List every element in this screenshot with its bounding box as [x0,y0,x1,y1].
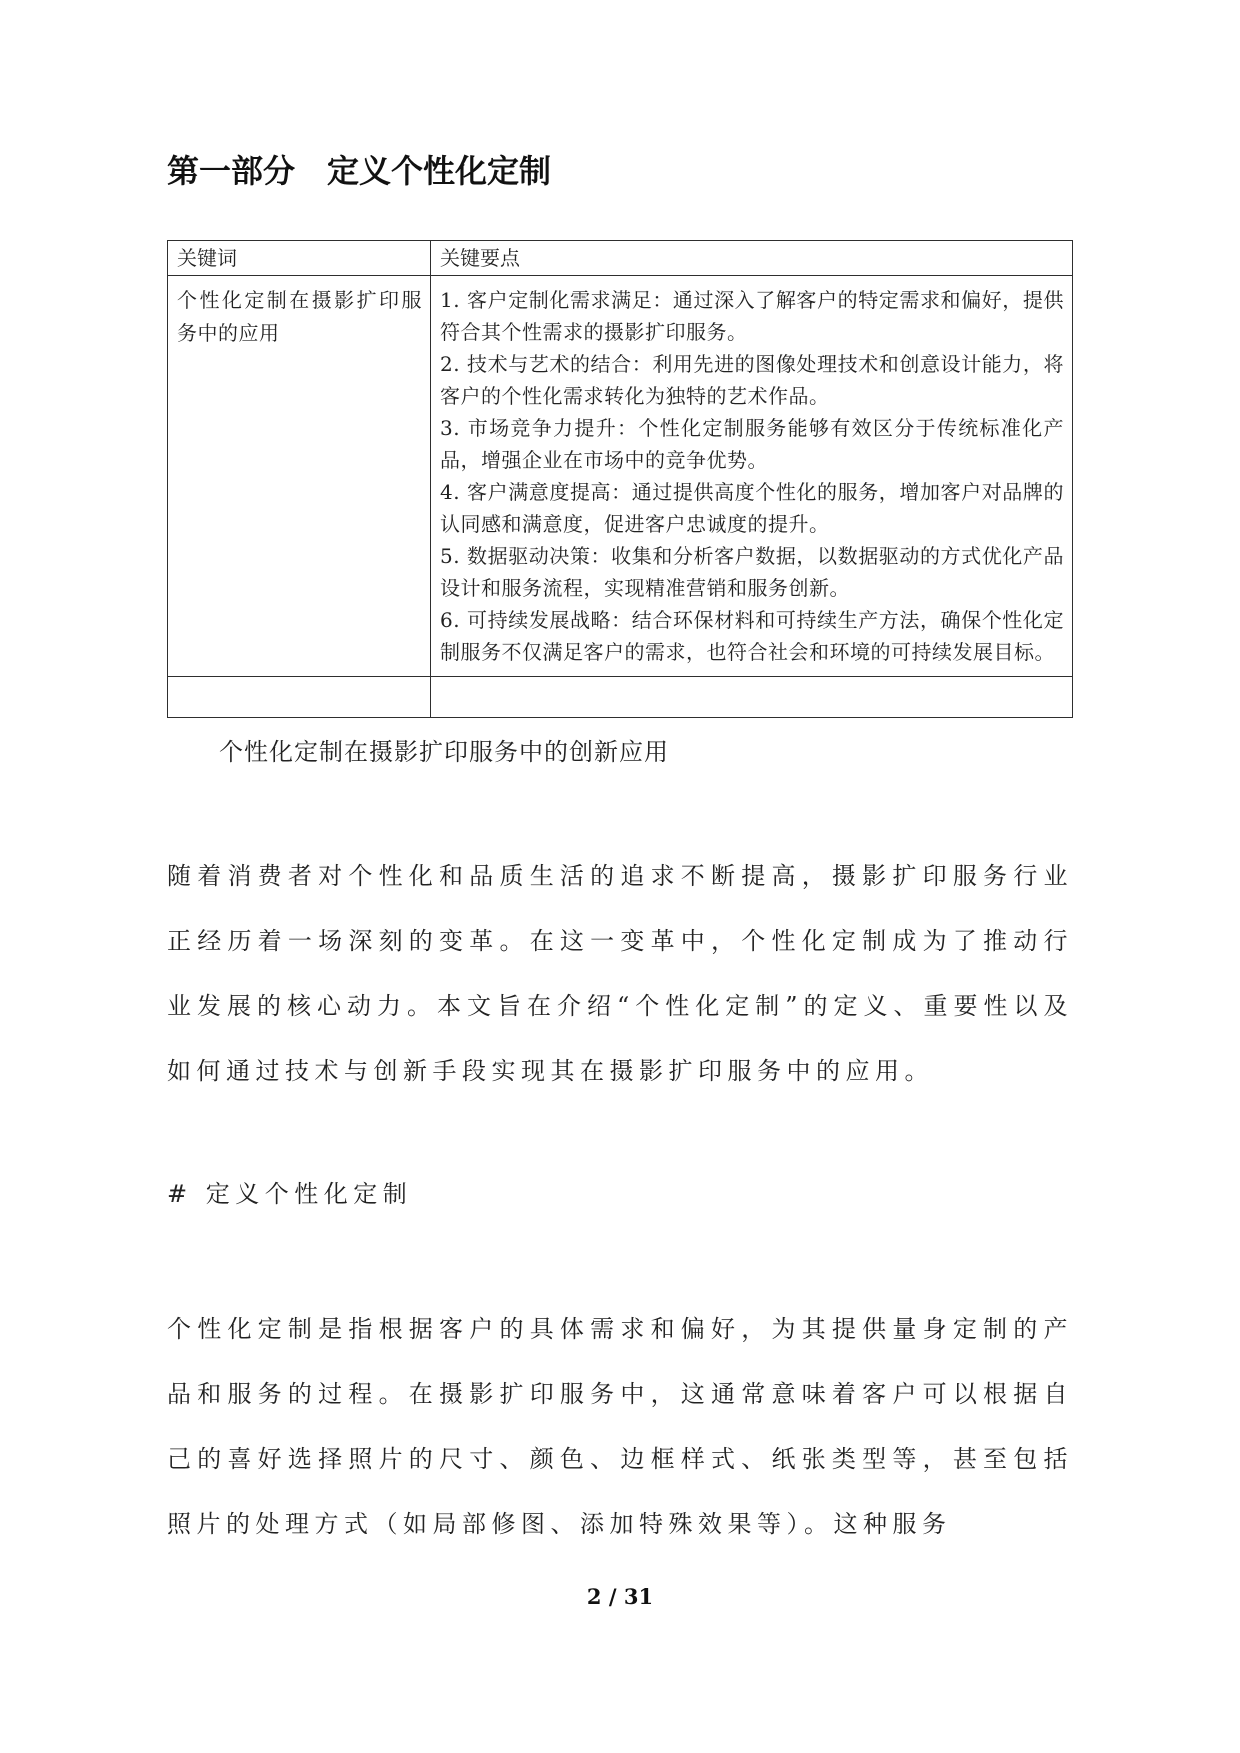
section-title: 第一部分 定义个性化定制 [167,152,552,190]
table-point: 6. 可持续发展战略：结合环保材料和可持续生产方法，确保个性化定制服务不仅满足客户的需求，也符合社会和环境的可持续发展目标。 [440,608,1064,664]
table-point: 1. 客户定制化需求满足：通过深入了解客户的特定需求和偏好，提供符合其个性需求的摄影扩印服务。 [440,288,1064,344]
empty-keyword-cell [168,677,431,718]
table-caption: 个性化定制在摄影扩印服务中的创新应用 [219,738,669,766]
table-point: 5. 数据驱动决策：收集和分析客户数据，以数据驱动的方式优化产品设计和服务流程，实现精准营销和服务创新。 [440,544,1064,600]
points-cell [431,276,1073,677]
table-point: 2. 技术与艺术的结合：利用先进的图像处理技术和创意设计能力，将客户的个性化需求转化为独特的艺术作品。 [440,352,1064,408]
page-number: 2 / 31 [586,1584,654,1609]
empty-points-cell [431,677,1073,718]
sub-heading: # 定义个性化定制 [167,1180,413,1208]
table-header-keyword: 关键词 [168,241,431,276]
keyword-text: 个性化定制在摄影扩印服务中的应用 [177,288,422,345]
key-points-table [167,240,1073,718]
table-header-row [168,241,1073,276]
table-point: 3. 市场竞争力提升：个性化定制服务能够有效区分于传统标准化产品，增强企业在市场中的竞争优势。 [440,416,1064,472]
table-row [168,276,1073,677]
body-paragraph-2: 个性化定制是指根据客户的具体需求和偏好，为其提供量身定制的产品和服务的过程。在摄影扩印服务中，这通常意味着客户可以根据自己的喜好选择照片的尺寸、颜色、边框样式、纸张类型等，甚至包括照片的处理方式（如局部修图、添加特殊效果等）。这种服务 [167,1315,1073,1538]
table-header-points: 关键要点 [431,241,1073,276]
table-empty-row [168,677,1073,718]
table-point: 4. 客户满意度提高：通过提供高度个性化的服务，增加客户对品牌的认同感和满意度，促进客户忠诚度的提升。 [440,480,1064,536]
body-paragraph-1: 随着消费者对个性化和品质生活的追求不断提高，摄影扩印服务行业正经历着一场深刻的变革。在这一变革中，个性化定制成为了推动行业发展的核心动力。本文旨在介绍“个性化定制”的定义、重要性以及如何通过技术与创新手段实现其在摄影扩印服务中的应用。 [167,862,1073,1085]
keyword-cell [168,276,431,677]
